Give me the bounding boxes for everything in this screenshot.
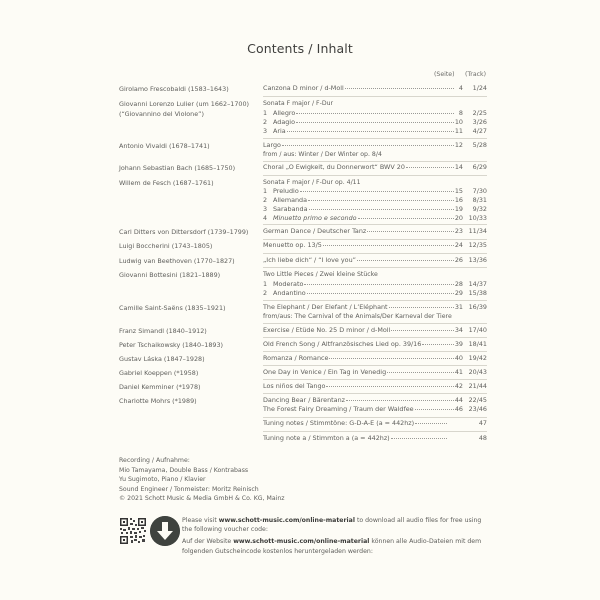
composer: Luigi Boccherini (1743–1805) xyxy=(119,242,213,250)
toc-entry[interactable] xyxy=(263,303,463,312)
toc-entry[interactable] xyxy=(263,163,463,172)
entry-title: Adagio xyxy=(273,118,295,126)
track-number: 4/27 xyxy=(472,127,487,135)
divider xyxy=(263,365,487,366)
track-number: 47 xyxy=(478,419,487,427)
page-number: 12 xyxy=(454,141,463,149)
track-number: 22/45 xyxy=(468,396,487,404)
page-number: 16 xyxy=(454,196,463,204)
leader-dots xyxy=(391,330,454,331)
divider xyxy=(263,267,487,268)
entry-title: Tuning note a / Stimmton a (a = 442hz) xyxy=(263,434,390,442)
track-number: 16/39 xyxy=(468,303,487,311)
page-number: 44 xyxy=(454,396,463,404)
track-number: 23/46 xyxy=(468,405,487,413)
divider xyxy=(263,417,487,418)
page-number: 41 xyxy=(454,368,463,376)
track-number: 14/37 xyxy=(468,280,487,288)
copyright-line: © 2021 Schott Music & Media GmbH & Co. KG, Mainz xyxy=(119,495,285,503)
composer: Charlotte Mohrs (*1989) xyxy=(119,397,197,405)
voucher-text-en: Please visit www.schott-music.com/online-material to download all audio files for free using the following voucher code: xyxy=(182,517,482,534)
divider xyxy=(263,253,487,254)
movement-number: 1 xyxy=(263,109,268,117)
composer: Willem de Fesch (1687–1761) xyxy=(119,179,214,187)
toc-entry[interactable] xyxy=(263,280,463,289)
page-number: 10 xyxy=(454,118,463,126)
page-number: 29 xyxy=(454,289,463,297)
track-number: 2/25 xyxy=(472,109,487,117)
leader-dots xyxy=(357,260,454,261)
track-number: 19/42 xyxy=(468,354,487,362)
divider xyxy=(263,161,487,162)
track-number: 17/40 xyxy=(468,326,487,334)
source-note: from/aus: The Carnival of the Animals/Der Karneval der Tiere xyxy=(263,313,452,320)
download-arrow-icon[interactable] xyxy=(150,516,180,546)
entry-title: Aria xyxy=(273,127,286,135)
composer: Ludwig van Beethoven (1770–1827) xyxy=(119,257,235,265)
entry-title: The Elephant / Der Elefant / L’Eléphant xyxy=(263,303,388,311)
credit-line: Yu Sugimoto, Piano / Klavier xyxy=(119,476,206,484)
composer: Carl Ditters von Dittersdorf (1739–1799) xyxy=(119,228,249,236)
divider xyxy=(263,96,487,97)
recording-credits xyxy=(119,456,285,504)
toc-entry[interactable] xyxy=(263,109,463,118)
page-number: 40 xyxy=(454,354,463,362)
leader-dots xyxy=(282,145,454,146)
entry-title: The Forest Fairy Dreaming / Traum der Waldfee xyxy=(263,405,414,413)
track-number: 1/24 xyxy=(472,84,487,92)
divider xyxy=(263,337,487,338)
toc-entry[interactable] xyxy=(263,326,463,335)
composer: Antonio Vivaldi (1678–1741) xyxy=(119,142,210,150)
leader-dots xyxy=(296,122,454,123)
divider xyxy=(263,138,487,139)
entry-title: Old French Song / Altfranzösisches Lied op. 39/16 xyxy=(263,340,422,348)
leader-dots xyxy=(304,284,453,285)
track-number: 21/44 xyxy=(468,382,487,390)
page-number: 23 xyxy=(454,227,463,235)
entry-title: Romanza / Romance xyxy=(263,354,329,362)
entry-title: Largo xyxy=(263,141,281,149)
leader-dots xyxy=(389,307,454,308)
leader-dots xyxy=(326,386,453,387)
divider xyxy=(263,175,487,176)
leader-dots xyxy=(308,200,454,201)
toc-entry[interactable] xyxy=(263,354,463,363)
credit-line: Sound Engineer / Tonmeister: Moritz Reinisch xyxy=(119,485,259,493)
page-number: 15 xyxy=(454,187,463,195)
page-number: 26 xyxy=(454,256,463,264)
leader-dots xyxy=(387,372,454,373)
movement-number: 2 xyxy=(263,289,268,297)
movement-number: 3 xyxy=(263,205,268,213)
column-header-track: (Track) xyxy=(465,71,487,78)
entry-title: Moderato xyxy=(273,280,304,288)
leader-dots xyxy=(422,344,454,345)
work-heading: Sonata F major / F-Dur op. 4/11 xyxy=(263,179,361,186)
leader-dots xyxy=(300,191,454,192)
divider xyxy=(263,431,487,432)
toc-entry[interactable] xyxy=(263,382,463,391)
toc-entry[interactable] xyxy=(263,214,463,223)
track-number: 48 xyxy=(478,434,487,442)
page-number: 19 xyxy=(454,205,463,213)
track-number: 5/28 xyxy=(472,141,487,149)
track-number: 12/35 xyxy=(468,241,487,249)
page-number: 20 xyxy=(454,214,463,222)
toc-entry[interactable] xyxy=(263,118,463,127)
online-material-link[interactable]: www.schott-music.com/online-material xyxy=(218,517,355,524)
voucher-instructions xyxy=(182,516,492,559)
leader-dots xyxy=(346,400,454,401)
entry-title: Allemanda xyxy=(273,196,308,204)
entry-title: Sarabanda xyxy=(273,205,308,213)
movement-number: 2 xyxy=(263,118,268,126)
page-number: 42 xyxy=(454,382,463,390)
page-number: 46 xyxy=(454,405,463,413)
composer-note: (“Giovannino del Violone”) xyxy=(119,110,204,118)
track-number: 13/36 xyxy=(468,256,487,264)
toc-entry[interactable] xyxy=(263,241,463,250)
composer: Girolamo Frescobaldi (1583–1643) xyxy=(119,85,229,93)
column-header-page: (Seite) xyxy=(434,71,455,78)
toc-entry[interactable] xyxy=(263,227,463,236)
toc-entry[interactable] xyxy=(263,368,463,377)
page-number: 11 xyxy=(454,127,463,135)
track-number: 10/33 xyxy=(468,214,487,222)
divider xyxy=(263,239,487,240)
page-number: 28 xyxy=(454,280,463,288)
track-number: 8/31 xyxy=(472,196,487,204)
credit-line: Mio Tamayama, Double Bass / Kontrabass xyxy=(119,466,249,474)
divider xyxy=(263,300,487,301)
track-number: 15/38 xyxy=(468,289,487,297)
entry-title: Tuning notes / Stimmtöne: G-D-A-E (a = 442hz) xyxy=(263,419,415,427)
track-number: 3/26 xyxy=(472,118,487,126)
composer: Gabriel Koeppen (*1958) xyxy=(119,369,199,377)
divider xyxy=(263,351,487,352)
toc-entry[interactable] xyxy=(263,196,463,205)
divider xyxy=(263,224,487,225)
composer: Franz Simandl (1840–1912) xyxy=(119,327,207,335)
leader-dots xyxy=(329,358,453,359)
page-number: 8 xyxy=(458,109,463,117)
movement-number: 1 xyxy=(263,280,268,288)
divider xyxy=(263,323,487,324)
credit-line: Recording / Aufnahme: xyxy=(119,457,190,464)
toc-entry[interactable] xyxy=(263,340,463,349)
page-number: 31 xyxy=(454,303,463,311)
entry-title: Los niños del Tango xyxy=(263,382,326,390)
entry-title: German Dance / Deutscher Tanz xyxy=(263,227,367,235)
leader-dots xyxy=(323,245,454,246)
leader-dots xyxy=(345,88,454,89)
toc-entry[interactable] xyxy=(263,405,463,414)
composer: Gustav Láska (1847–1928) xyxy=(119,355,205,363)
entry-title: One Day in Venice / Ein Tag in Venedig xyxy=(263,368,387,376)
leader-dots xyxy=(296,113,454,114)
composer: Daniel Kemminer (*1978) xyxy=(119,383,201,391)
source-note: from / aus: Winter / Der Winter op. 8/4 xyxy=(263,151,382,158)
voucher-text-de: Auf der Website www.schott-music.com/online-material können alle Audio-Dateien mit dem folgenden Gutscheincode kostenlos heruntergeladen werden: xyxy=(182,538,482,555)
movement-number: 2 xyxy=(263,196,268,204)
page-number: 34 xyxy=(454,326,463,334)
leader-dots xyxy=(391,438,447,439)
toc-entry[interactable] xyxy=(263,141,463,150)
leader-dots xyxy=(415,423,447,424)
entry-title: Menuetto op. 13/5 xyxy=(263,241,322,249)
entry-title: Allegro xyxy=(273,109,296,117)
toc-entry[interactable] xyxy=(263,396,463,405)
toc-entry[interactable] xyxy=(263,434,448,443)
toc-entry[interactable] xyxy=(263,127,463,136)
online-material-link[interactable]: www.schott-music.com/online-material xyxy=(233,538,370,546)
work-heading: Two Little Pieces / Zwei kleine Stücke xyxy=(263,271,378,278)
page-number: 39 xyxy=(454,340,463,348)
page-number: 24 xyxy=(454,241,463,249)
entry-title: Choral „O Ewigkeit, du Donnerwort“ BWV 20 xyxy=(263,163,405,171)
divider xyxy=(263,393,487,394)
toc-entry[interactable] xyxy=(263,289,463,298)
toc-entry[interactable] xyxy=(263,84,463,93)
leader-dots xyxy=(287,131,454,132)
entry-title: Canzona D minor / d-Moll xyxy=(263,84,344,92)
toc-entry[interactable] xyxy=(263,256,463,265)
work-heading: Sonata F major / F-Dur xyxy=(263,100,334,107)
leader-dots xyxy=(358,218,454,219)
movement-number: 4 xyxy=(263,214,268,222)
divider xyxy=(263,379,487,380)
movement-number: 1 xyxy=(263,187,268,195)
page-number: 4 xyxy=(458,84,463,92)
entry-title: Andantino xyxy=(273,289,306,297)
track-number: 6/29 xyxy=(472,163,487,171)
leader-dots xyxy=(367,231,454,232)
entry-title: Dancing Bear / Bärentanz xyxy=(263,396,345,404)
entry-title: „Ich liebe dich“ / “I love you” xyxy=(263,256,356,264)
composer: Giovanni Lorenzo Lulier (um 1662–1700) xyxy=(119,100,250,108)
track-number: 20/43 xyxy=(468,368,487,376)
toc-entry[interactable] xyxy=(263,419,448,428)
page-number: 14 xyxy=(454,163,463,171)
entry-title: Minuetto primo e secondo xyxy=(273,214,357,222)
composer: Giovanni Bottesini (1821–1889) xyxy=(119,271,221,279)
leader-dots xyxy=(309,209,454,210)
track-number: 11/34 xyxy=(468,227,487,235)
composer: Johann Sebastian Bach (1685–1750) xyxy=(119,164,236,172)
toc-entry[interactable] xyxy=(263,205,463,214)
track-number: 9/32 xyxy=(472,205,487,213)
page-title: Contents / Inhalt xyxy=(247,41,353,56)
movement-number: 3 xyxy=(263,127,268,135)
leader-dots xyxy=(415,409,454,410)
entry-title: Preludio xyxy=(273,187,299,195)
track-number: 18/41 xyxy=(468,340,487,348)
leader-dots xyxy=(307,293,454,294)
composer: Camille Saint-Saëns (1835–1921) xyxy=(119,304,226,312)
qr-code-icon[interactable] xyxy=(119,517,147,545)
composer: Peter Tschaikowsky (1840–1893) xyxy=(119,341,224,349)
toc-entry[interactable] xyxy=(263,187,463,196)
entry-title: Exercise / Etüde No. 25 D minor / d-Moll xyxy=(263,326,391,334)
track-number: 7/30 xyxy=(472,187,487,195)
leader-dots xyxy=(406,167,454,168)
